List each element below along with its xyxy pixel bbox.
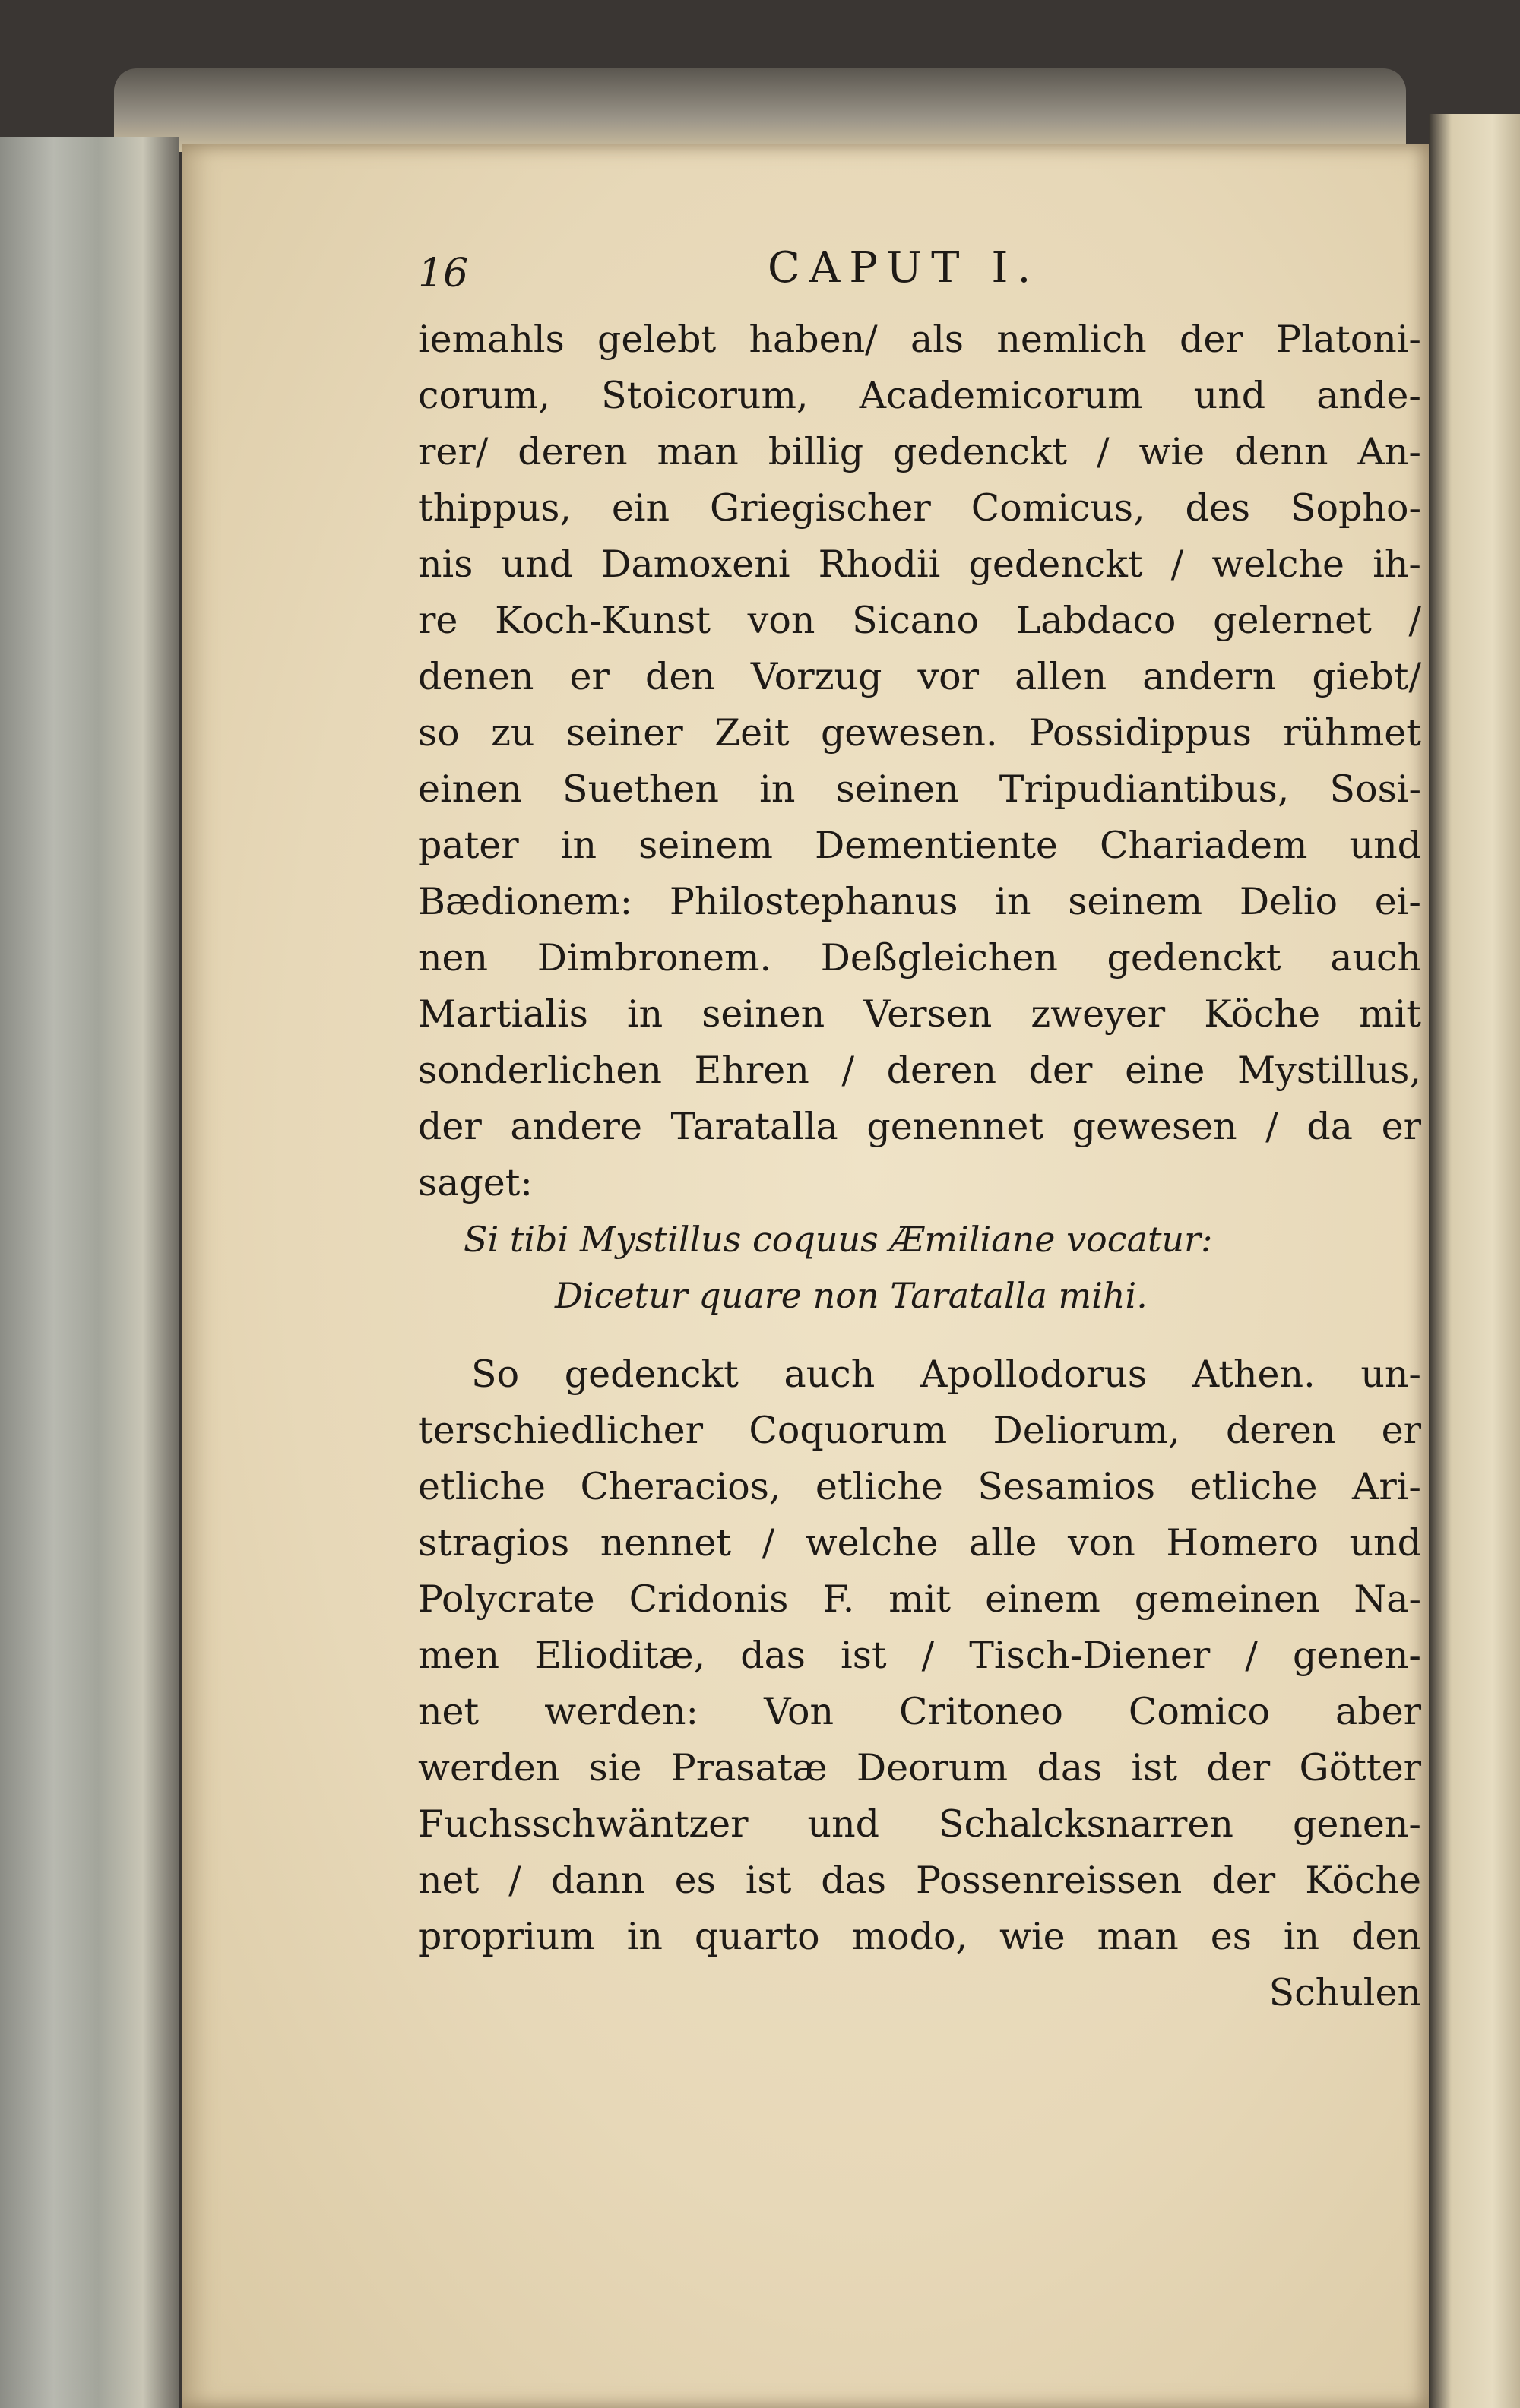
text-line: nen Dimbronem. Deßgleichen gedenckt auch xyxy=(418,936,1421,979)
text-line: der andere Taratalla genennet gewesen / da er xyxy=(418,1105,1421,1148)
text-line: saget: xyxy=(418,1161,533,1204)
text-line: Martialis in seinen Versen zweyer Köche mit xyxy=(418,992,1421,1036)
text-line: einen Suethen in seinen Tripudiantibus, Sosi- xyxy=(418,767,1421,811)
text-line: proprium in quarto modo, wie man es in den xyxy=(418,1915,1421,1958)
text-line: re Koch-Kunst von Sicano Labdaco gelernet / xyxy=(418,599,1421,642)
page-header xyxy=(418,243,1421,312)
text-line: nis und Damoxeni Rhodii gedenckt / welche ih- xyxy=(418,543,1421,586)
verse-line: Dicetur quare non Taratalla mihi. xyxy=(555,1275,1148,1316)
running-title: CAPUT I. xyxy=(768,243,1040,293)
text-line: rer/ deren man billig gedenckt / wie denn An- xyxy=(418,430,1421,473)
text-line: terschiedlicher Coquorum Deliorum, deren er xyxy=(418,1409,1421,1452)
book-page xyxy=(182,144,1429,2408)
text-line: pater in seinem Dementiente Chariadem und xyxy=(418,824,1421,867)
text-line: net / dann es ist das Possenreissen der Köche xyxy=(418,1859,1421,1902)
text-line: stragios nennet / welche alle von Homero und xyxy=(418,1521,1421,1565)
text-line: werden sie Prasatæ Deorum das ist der Götter xyxy=(418,1746,1421,1789)
paragraph-2 xyxy=(418,1346,1421,1965)
book-binding-top xyxy=(114,68,1406,152)
book-binding-left xyxy=(0,137,179,2408)
page-number: 16 xyxy=(418,251,469,296)
text-line: Polycrate Cridonis F. mit einem gemeinen Na- xyxy=(418,1577,1421,1621)
text-line: corum, Stoicorum, Academicorum und ande- xyxy=(418,374,1421,417)
text-line: denen er den Vorzug vor allen andern giebt/ xyxy=(418,655,1421,698)
text-line: etliche Cheracios, etliche Sesamios etliche Ari- xyxy=(418,1465,1421,1508)
text-line: Fuchsschwäntzer und Schalcksnarren genen- xyxy=(418,1802,1421,1846)
catchword: Schulen xyxy=(1268,1971,1421,2014)
text-line: men Elioditæ, das ist / Tisch-Diener / genen- xyxy=(418,1634,1421,1677)
text-line: net werden: Von Critoneo Comico aber xyxy=(418,1690,1421,1733)
text-line: iemahls gelebt haben/ als nemlich der Platoni- xyxy=(418,318,1421,361)
text-line: thippus, ein Griegischer Comicus, des Sopho- xyxy=(418,486,1421,530)
verse-line: Si tibi Mystillus coquus Æmiliane vocatur: xyxy=(464,1219,1213,1260)
paragraph-1 xyxy=(418,312,1421,1211)
paragraph-gap xyxy=(418,1324,1421,1346)
text-line: sonderlichen Ehren / deren der eine Mystillus, xyxy=(418,1049,1421,1092)
verse-quotation xyxy=(418,1211,1421,1324)
text-block xyxy=(418,243,1421,2021)
text-line: so zu seiner Zeit gewesen. Possidippus rühmet xyxy=(418,711,1421,755)
text-line: Bædionem: Philostephanus in seinem Delio ei- xyxy=(418,880,1421,923)
text-line: So gedenckt auch Apollodorus Athen. un- xyxy=(471,1353,1421,1396)
book-right-edge xyxy=(1429,114,1520,2408)
